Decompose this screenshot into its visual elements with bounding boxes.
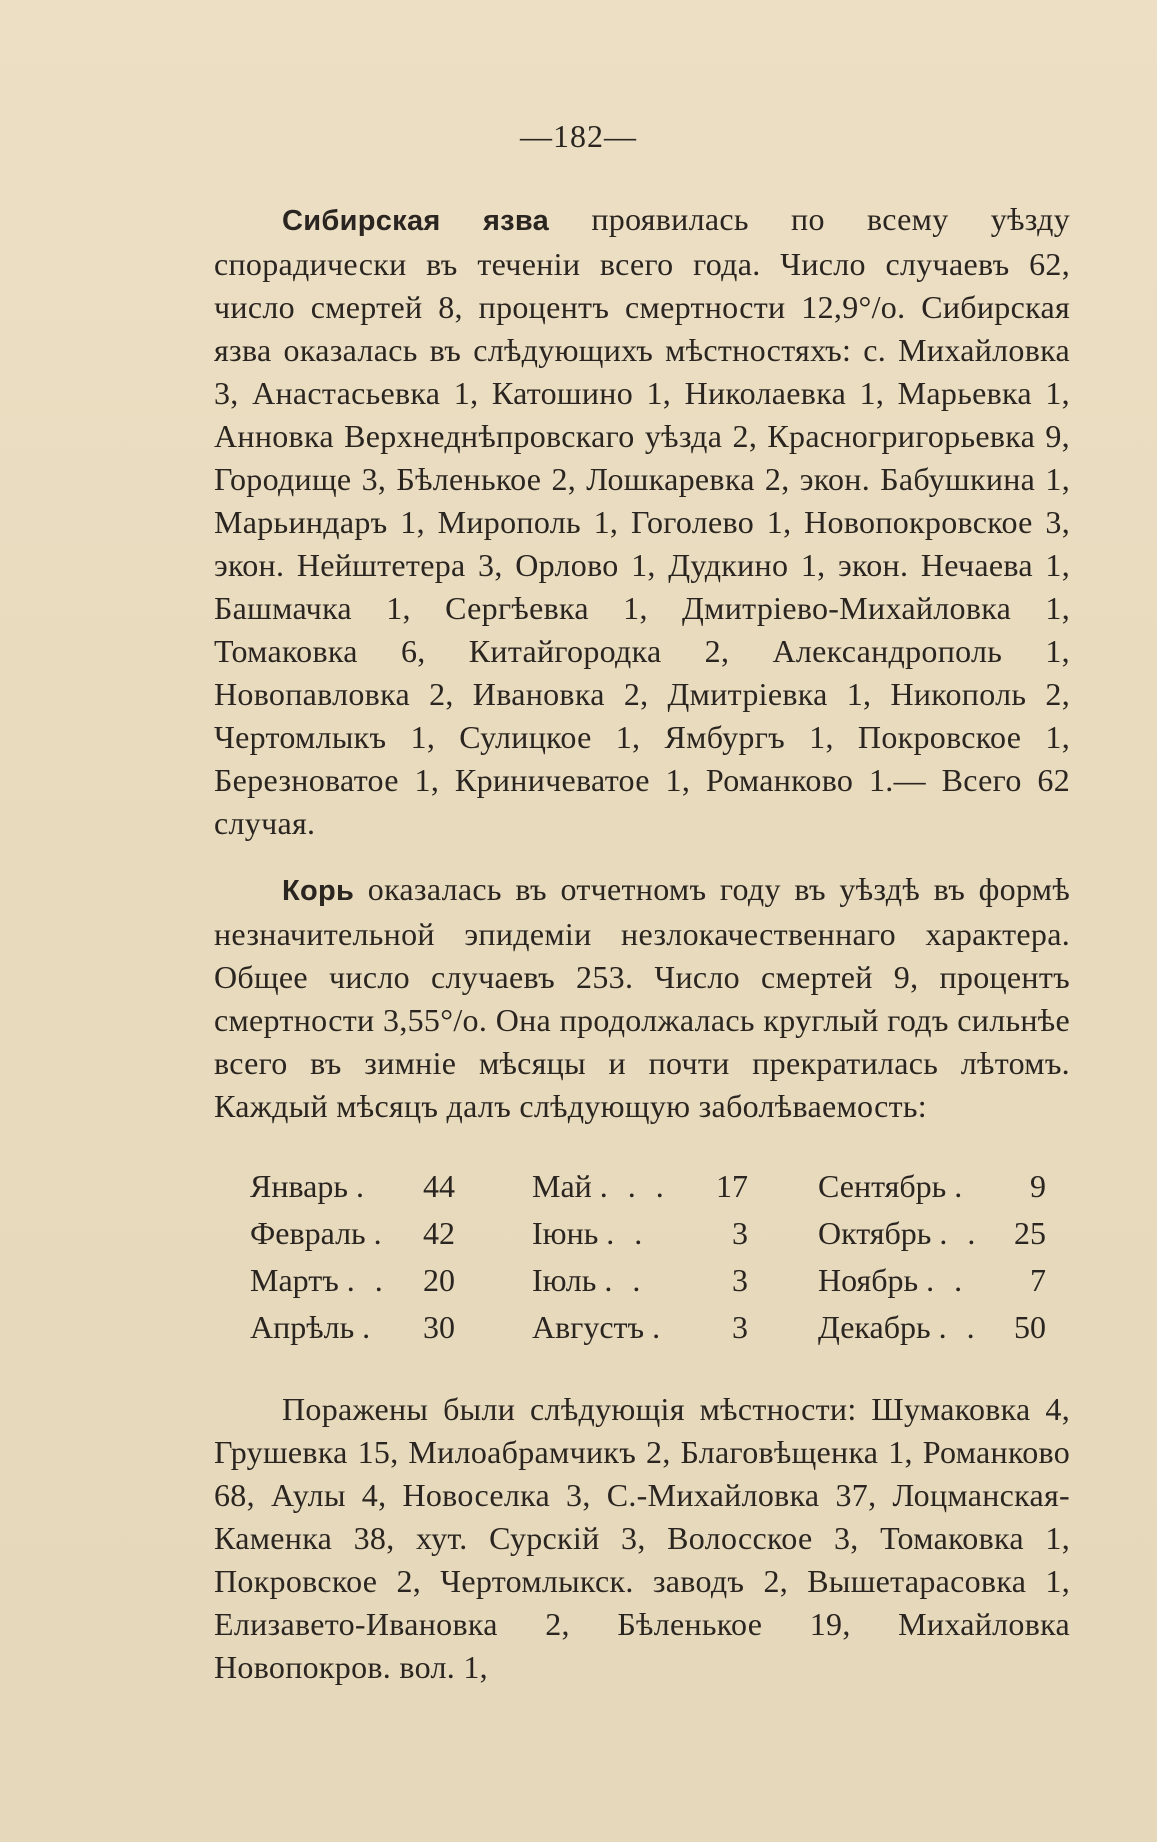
month-row [818, 1210, 1046, 1257]
month-value: 17 [716, 1168, 748, 1204]
month-row [818, 1163, 1046, 1210]
leader-dots: . . [604, 1262, 647, 1298]
month-name: Декабрь [818, 1309, 931, 1345]
paragraph-affected-localities [214, 1388, 1070, 1689]
leader-dots: . [954, 1168, 969, 1204]
page-number: —182— [520, 118, 637, 154]
month-name: Февраль [250, 1215, 366, 1251]
month-name: Апрѣль [250, 1309, 355, 1345]
month-value: 7 [1030, 1262, 1046, 1298]
leader-dots: . . [938, 1309, 981, 1345]
leader-dots: . [362, 1309, 377, 1345]
month-name: Сентябрь [818, 1168, 947, 1204]
month-row [818, 1304, 1046, 1351]
paragraph-anthrax [214, 198, 1070, 845]
leader-dots: . . [926, 1262, 969, 1298]
month-value: 3 [732, 1309, 748, 1345]
month-name: Августъ [532, 1309, 645, 1345]
month-name: Ноябрь [818, 1262, 919, 1298]
month-name: Іюль [532, 1262, 597, 1298]
month-value: 25 [1014, 1215, 1046, 1251]
monthly-cases-table [250, 1163, 1050, 1363]
month-row [532, 1163, 748, 1210]
month-value: 3 [732, 1262, 748, 1298]
month-name: Октябрь [818, 1215, 932, 1251]
month-name: Май [532, 1168, 592, 1204]
month-row [532, 1304, 748, 1351]
month-row [532, 1210, 748, 1257]
paragraph-affected-localities-text: Поражены были слѣдующія мѣстности: Шумаковка 4, Грушевка 15, Милоабрамчикъ 2, Благовѣщенка 1, Романково 68, Аулы 4, Новоселка 3, С.-Михайловка 37, Лоцманская-Каменка 38, хут. Сурскій 3, Волосское 3, Томаковка 1, Покровское 2, Чертомлыкск. заводъ 2, Вышетарасовка 1, Елизавето-Ивановка 2, Бѣленькое 19, Михайловка Новопокров. вол. 1, [214, 1391, 1070, 1685]
paragraph-measles [214, 868, 1070, 1128]
month-value: 9 [1030, 1168, 1046, 1204]
leader-dots: . [355, 1168, 370, 1204]
leader-dots: . . [606, 1215, 649, 1251]
month-value: 44 [423, 1168, 455, 1204]
month-value: 42 [423, 1215, 455, 1251]
month-name: Мартъ [250, 1262, 339, 1298]
month-row [250, 1210, 455, 1257]
leader-dots: . . [346, 1262, 389, 1298]
months-column [250, 1163, 455, 1351]
month-row [250, 1163, 455, 1210]
leader-dots: . [652, 1309, 667, 1345]
month-name: Іюнь [532, 1215, 599, 1251]
months-column [532, 1163, 748, 1351]
paragraph-anthrax-text: проявилась по всему уѣзду спорадически въ теченіи всего года. Число случаевъ 62, число смертей 8, процентъ смертности 12,9°/о. Сибирская язва оказалась въ слѣдующихъ мѣстностяхъ: с. Михайловка 3, Анастасьевка 1, Катошино 1, Николаевка 1, Марьевка 1, Анновка Верхнеднѣпровскаго уѣзда 2, Красногригорьевка 9, Городище 3, Бѣленькое 2, Лошкаревка 2, экон. Бабушкина 1, Марьиндаръ 1, Мирополь 1, Гоголево 1, Новопокровское 3, экон. Нейштетера 3, Орлово 1, Дудкино 1, экон. Нечаева 1, Башмачка 1, Сергѣевка 1, Дмитріево-Михайловка 1, Томаковка 6, Китайгородка 2, Александрополь 1, Новопавловка 2, Ивановка 2, Дмитріевка 1, Никополь 2, Чертомлыкъ 1, Сулицкое 1, Ямбургъ 1, Покровское 1, Березноватое 1, Криничеватое 1, Романково 1.— Всего 62 случая. [214, 201, 1070, 841]
month-row [818, 1257, 1046, 1304]
section-heading-measles: Корь [282, 875, 355, 907]
leader-dots: . . [939, 1215, 982, 1251]
paragraph-measles-text: оказалась въ отчетномъ году въ уѣздѣ въ формѣ незначительной эпидеміи незлокачественнаго характера. Общее число случаевъ 253. Число смертей 9, процентъ смертности 3,55°/о. Она продолжалась круглый годъ сильнѣе всего въ зимніе мѣсяцы и почти прекратилась лѣтомъ. Каждый мѣсяцъ далъ слѣдующую заболѣваемость: [214, 871, 1070, 1124]
month-row [250, 1304, 455, 1351]
month-row [250, 1257, 455, 1304]
month-value: 20 [423, 1262, 455, 1298]
month-value: 50 [1014, 1309, 1046, 1345]
section-heading-anthrax: Сибирская язва [282, 205, 550, 237]
leader-dots: . . . [599, 1168, 670, 1204]
month-row [532, 1257, 748, 1304]
month-name: Январь [250, 1168, 348, 1204]
months-column [818, 1163, 1046, 1351]
leader-dots: . [373, 1215, 388, 1251]
month-value: 3 [732, 1215, 748, 1251]
month-value: 30 [423, 1309, 455, 1345]
